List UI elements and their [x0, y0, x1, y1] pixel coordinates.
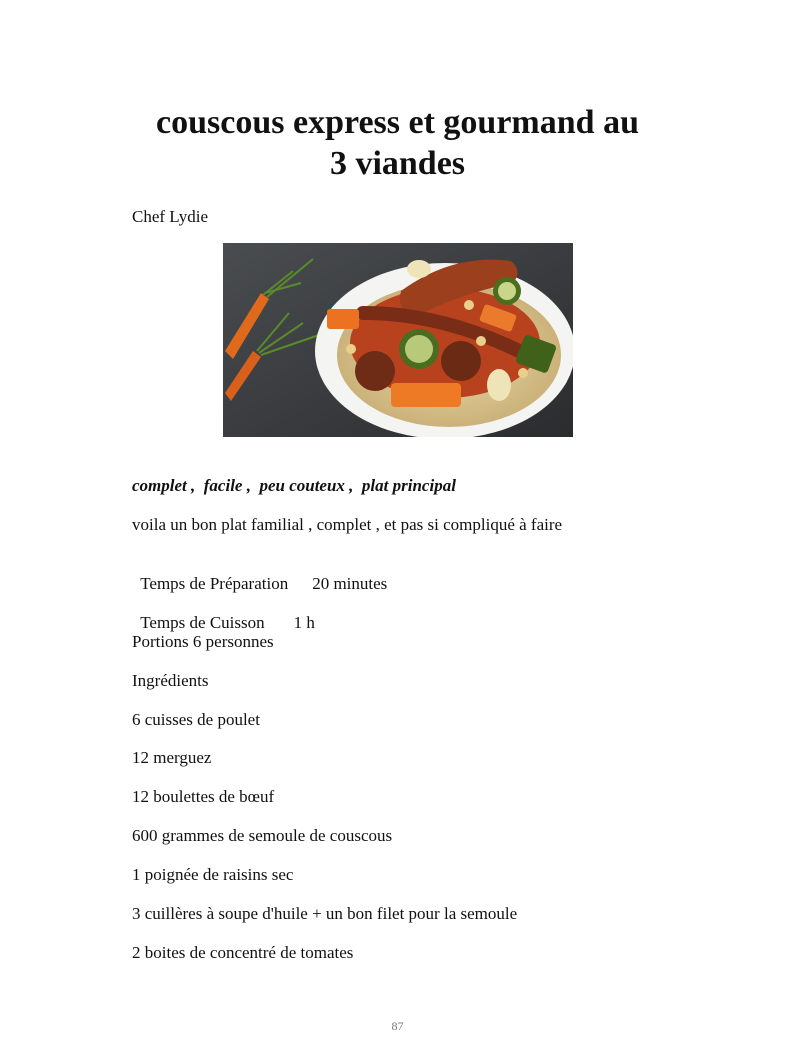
- couscous-photo: [223, 243, 573, 437]
- ingredient-item: 1 poignée de raisins sec: [132, 865, 294, 884]
- recipe-title-line-2: 3 viandes: [329, 145, 466, 182]
- recipe-title: [60, 102, 735, 184]
- recipe-title-line-1: couscous express et gourmand au: [156, 104, 639, 141]
- ingredients-heading: Ingrédients: [132, 671, 209, 690]
- recipe-description: voila un bon plat familial , complet , et pas si compliqué à faire: [132, 515, 563, 534]
- portions: Portions 6 personnes: [132, 632, 274, 651]
- cook-time-value: 1 h: [293, 613, 315, 632]
- prep-time-row: [132, 554, 387, 594]
- ingredient-item: 2 boites de concentré de tomates: [132, 943, 354, 962]
- ingredient-item: 600 grammes de semoule de couscous: [132, 826, 393, 845]
- page-number: 87: [391, 1019, 404, 1033]
- ingredient-item: 12 merguez: [132, 748, 212, 767]
- prep-time-value: 20 minutes: [312, 574, 388, 593]
- ingredient-item: 12 boulettes de bœuf: [132, 787, 275, 806]
- recipe-tags: complet , facile , peu couteux , plat principal: [132, 476, 456, 495]
- ingredient-item: 3 cuillères à soupe d'huile + un bon filet pour la semoule: [132, 904, 518, 923]
- prep-time-label: Temps de Préparation: [140, 574, 289, 593]
- recipe-author: Chef Lydie: [132, 207, 209, 226]
- cook-time-row: [132, 593, 315, 633]
- ingredient-item: 6 cuisses de poulet: [132, 710, 260, 729]
- cook-time-label: Temps de Cuisson: [140, 613, 265, 632]
